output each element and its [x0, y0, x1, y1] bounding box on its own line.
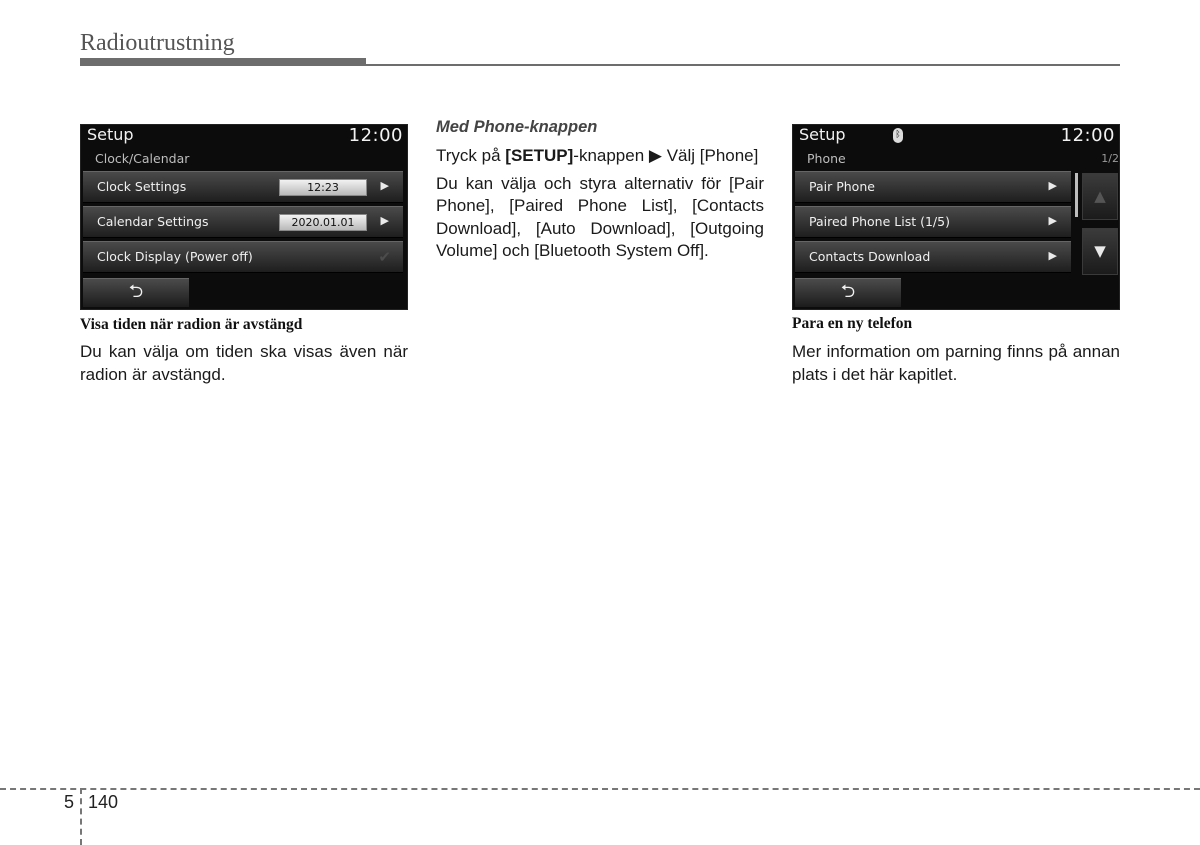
scrollbar[interactable] — [1075, 173, 1078, 217]
right-body: Mer information om parning finns på annan plats i det här kapitlet. — [792, 342, 1120, 384]
screen-subtitle: Clock/Calendar — [95, 151, 190, 166]
calendar-value: 2020.01.01 — [279, 214, 367, 231]
row-label: Clock Settings — [97, 179, 187, 194]
clock-value: 12:23 — [279, 179, 367, 196]
footer-rule — [0, 788, 1200, 790]
row-label: Paired Phone List (1/5) — [809, 214, 950, 229]
screen-title: Setup — [799, 125, 846, 144]
footer-divider — [80, 788, 82, 845]
back-button[interactable]: ⮌ — [795, 278, 901, 307]
page-header-title: Radioutrustning — [80, 30, 235, 56]
clock-setup-screen — [80, 124, 408, 310]
chevron-right-icon: ▶ — [1048, 179, 1057, 192]
page-indicator: 1/2 — [1101, 152, 1119, 165]
clock-settings-row[interactable] — [83, 171, 403, 203]
screen-subtitle: Phone — [807, 151, 846, 166]
section-heading: Med Phone-knappen — [436, 118, 598, 136]
row-label: Calendar Settings — [97, 214, 209, 229]
paired-phone-list-row[interactable] — [795, 206, 1071, 238]
chapter-number: 5 — [64, 792, 75, 812]
screen-title: Setup — [87, 125, 134, 144]
chevron-right-icon: ▶ — [380, 214, 389, 227]
scroll-up-button[interactable]: ▲ — [1082, 173, 1118, 220]
screen-time: 12:00 — [348, 125, 403, 146]
back-button[interactable]: ⮌ — [83, 278, 189, 307]
pair-phone-row[interactable] — [795, 171, 1071, 203]
options-paragraph: Du kan välja och styra alternativ för [Pair Phone], [Paired Phone List], [Contacts Download], [Auto Download], [Outgoing Volume] och [Bluetooth System Off]. — [436, 173, 764, 260]
middle-body — [436, 145, 764, 268]
row-label: Pair Phone — [809, 179, 875, 194]
calendar-settings-row[interactable] — [83, 206, 403, 238]
checkmark-icon[interactable]: ✔ — [378, 248, 391, 266]
header-bar — [80, 58, 366, 66]
chevron-right-icon: ▶ — [1048, 249, 1057, 262]
instruction-paragraph — [436, 145, 764, 168]
clock-display-power-off-row[interactable] — [83, 241, 403, 273]
left-body: Du kan välja om tiden ska visas även när radion är avstängd. — [80, 342, 408, 384]
page-number: 140 — [88, 792, 119, 812]
scroll-down-button[interactable]: ▼ — [1082, 228, 1118, 275]
screen-time: 12:00 — [1060, 125, 1115, 146]
text-part: -knappen ▶ Välj [Phone] — [573, 146, 759, 165]
text-part: Tryck på — [436, 146, 506, 165]
row-label: Contacts Download — [809, 249, 931, 264]
header-rule — [366, 64, 1120, 66]
bluetooth-icon: ᛒ — [893, 128, 903, 143]
left-caption: Visa tiden när radion är avstängd — [80, 316, 303, 333]
chevron-right-icon: ▶ — [380, 179, 389, 192]
row-label: Clock Display (Power off) — [97, 249, 253, 264]
phone-setup-screen — [792, 124, 1120, 310]
setup-key: [SETUP] — [505, 146, 574, 165]
right-caption: Para en ny telefon — [792, 315, 913, 332]
chevron-right-icon: ▶ — [1048, 214, 1057, 227]
contacts-download-row[interactable] — [795, 241, 1071, 273]
